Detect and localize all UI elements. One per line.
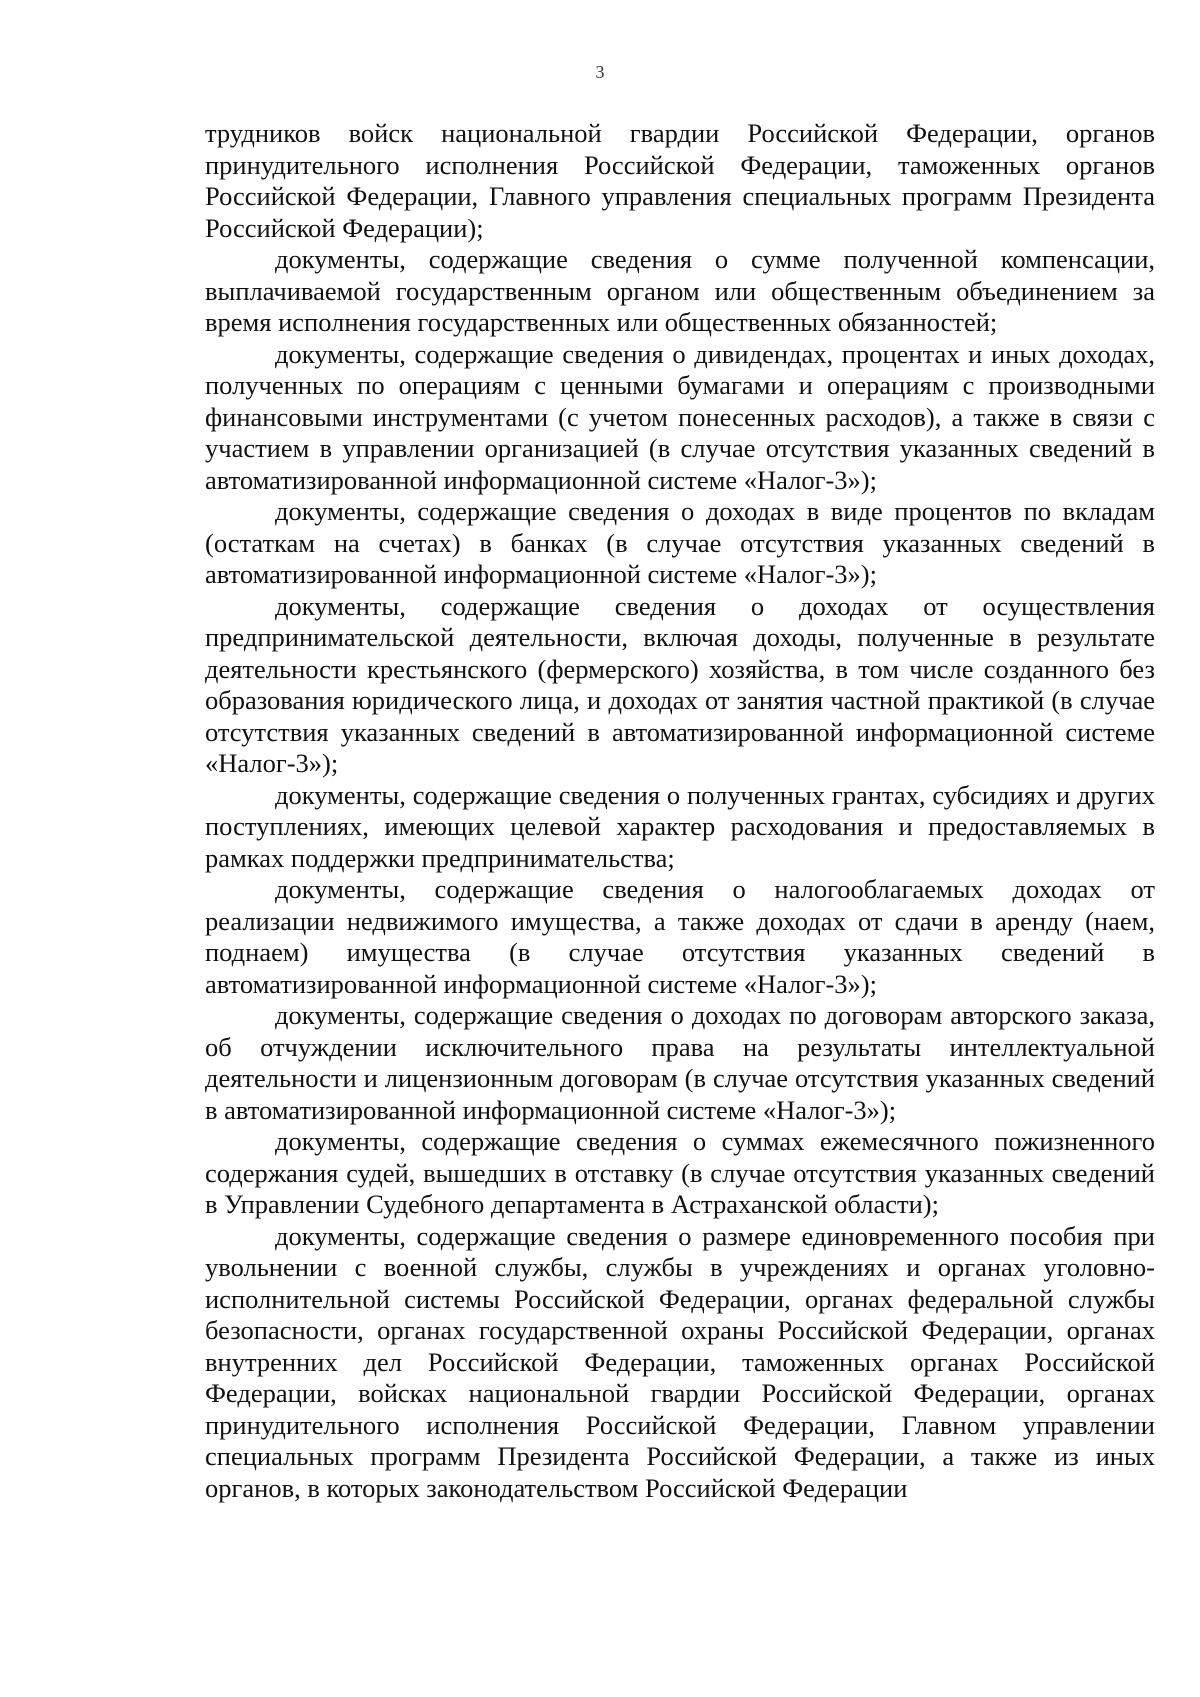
- paragraph-2: документы, содержащие сведения о сумме полученной компенсации, выплачиваемой государственным органом или общественным объединением за время исполнения государственных или общественных обязанностей;: [205, 244, 1155, 337]
- paragraph-10: документы, содержащие сведения о размере единовременного пособия при увольнении с военной службы, службы в учреждениях и органах уголовно-исполнительной системы Российской Федерации, органах федеральной службы безопасности, органах государственной охраны Российской Федерации, органах внутренних дел Российской Федерации, таможенных органах Российской Федерации, войсках национальной гвардии Российской Федерации, органах принудительного исполнения Российской Федерации, Главном управлении специальных программ Президента Российской Федерации, а также из иных органов, в которых законодательством Российской Федерации: [205, 1220, 1155, 1503]
- paragraph-9: документы, содержащие сведения о суммах ежемесячного пожизненного содержания судей, вышедших в отставку (в случае отсутствия указанных сведений в Управлении Судебного департамента в Астраханской области);: [205, 1126, 1155, 1219]
- page-number: 3: [595, 62, 605, 82]
- paragraph-7: документы, содержащие сведения о налогооблагаемых доходах от реализации недвижимого имущества, а также доходах от сдачи в аренду (наем, поднаем) имущества (в случае отсутствия указанных сведений в автоматизированной информационной системе «Налог-3»);: [205, 874, 1155, 999]
- paragraph-5: документы, содержащие сведения о доходах от осуществления предпринимательской деятельности, включая доходы, полученные в результате деятельности крестьянского (фермерского) хозяйства, в том числе созданного без образования юридического лица, и доходах от занятия частной практикой (в случае отсутствия указанных сведений в автоматизированной информационной системе «Налог-3»);: [205, 590, 1155, 778]
- paragraph-1: трудников войск национальной гвардии Российской Федерации, органов принудительного исполнения Российской Федерации, таможенных органов Российской Федерации, Главного управления специальных программ Президента Российской Федерации);: [205, 118, 1155, 243]
- paragraph-4: документы, содержащие сведения о доходах в виде процентов по вкладам (остаткам на счетах) в банках (в случае отсутствия указанных сведений в автоматизированной информационной системе «Налог-3»);: [205, 496, 1155, 589]
- paragraph-8: документы, содержащие сведения о доходах по договорам авторского заказа, об отчуждении исключительного права на результаты интеллектуальной деятельности и лицензионным договорам (в случае отсутствия указанных сведений в автоматизированной информационной системе «Налог-3»);: [205, 1000, 1155, 1125]
- paragraph-6: документы, содержащие сведения о полученных грантах, субсидиях и других поступлениях, имеющих целевой характер расходования и предоставляемых в рамках поддержки предпринимательства;: [205, 779, 1155, 873]
- paragraph-3: документы, содержащие сведения о дивидендах, процентах и иных доходах, полученных по операциям с ценными бумагами и операциям с производными финансовыми инструментами (с учетом понесенных расходов), а также в связи с участием в управлении организацией (в случае отсутствия указанных сведений в автоматизированной информационной системе «Налог-3»);: [205, 338, 1155, 495]
- document-body: [205, 118, 1155, 1504]
